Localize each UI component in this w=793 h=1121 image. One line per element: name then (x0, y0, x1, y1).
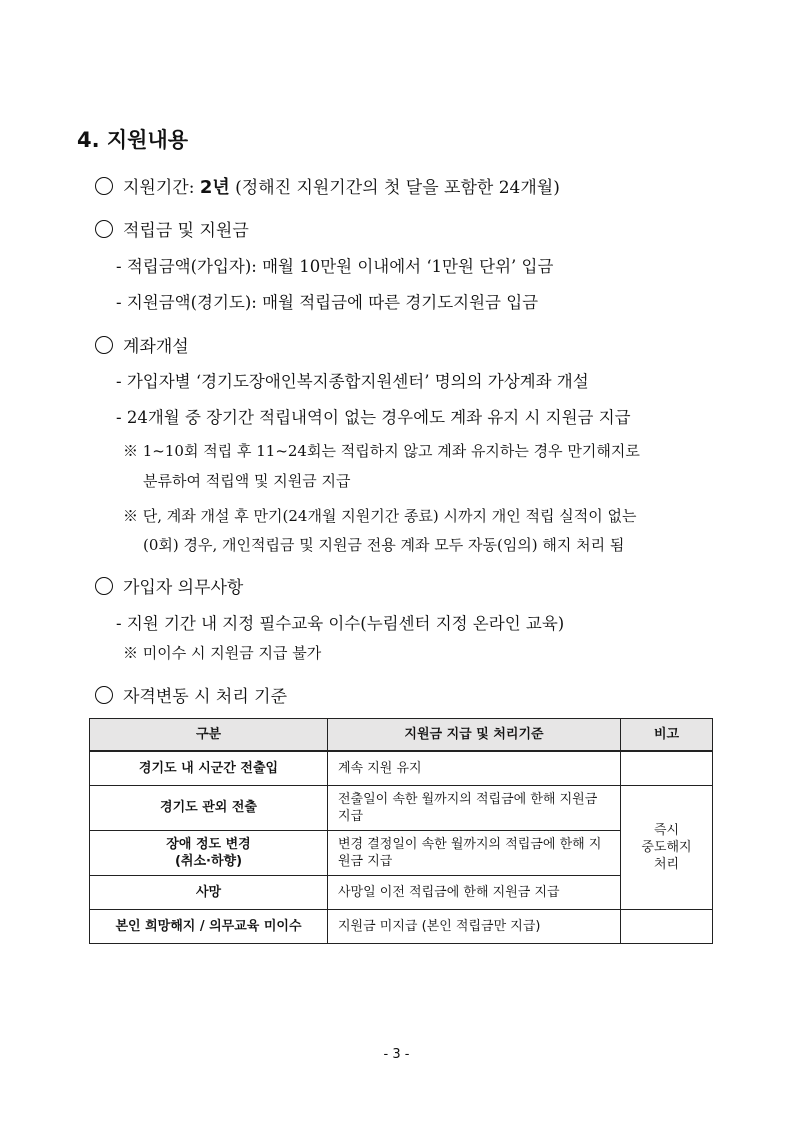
circle-bullet-icon (95, 220, 113, 238)
row-category-line: 장애 정도 변경 (166, 836, 251, 852)
circle-bullet-icon (95, 577, 113, 595)
period-label: 지원기간: (123, 178, 195, 198)
header-remark: 비고 (621, 719, 713, 752)
item-savings (95, 216, 249, 241)
account-line-1: - 가입자별 ‘경기도장애인복지종합지원센터’ 명의의 가상계좌 개설 (116, 372, 589, 391)
account-note-1-cont: 분류하여 적립액 및 지원금 지급 (143, 472, 351, 490)
merged-remark-line: 처리 (653, 856, 680, 872)
row-category: 사망 (90, 875, 328, 909)
table-row (90, 909, 713, 943)
period-note: (정해진 지원기간의 첫 달을 포함한 24개월) (235, 178, 560, 198)
merged-remark-line: 즉시 (653, 822, 680, 838)
table-row (90, 830, 713, 875)
account-label: 계좌개설 (123, 337, 189, 357)
row-category: 경기도 내 시군간 전출입 (90, 751, 328, 785)
account-line-2: - 24개월 중 장기간 적립내역이 없는 경우에도 계좌 유지 시 지원금 지급 (116, 408, 631, 427)
merged-remark (621, 785, 713, 909)
header-standard: 지원금 지급 및 처리기준 (328, 719, 621, 752)
duty-note: ※ 미이수 시 지원금 지급 불가 (123, 644, 322, 662)
page-number: - 3 - (383, 1047, 410, 1062)
account-note-1: ※ 1~10회 적립 후 11~24회는 적립하지 않고 계좌 유지하는 경우 만기해지로 (123, 442, 640, 460)
row-standard: 지원금 미지급 (본인 적립금만 지급) (328, 909, 621, 943)
duty-label: 가입자 의무사항 (123, 578, 244, 598)
duty-line: - 지원 기간 내 지정 필수교육 이수(누림센터 지정 온라인 교육) (116, 614, 565, 633)
account-note-2: ※ 단, 계좌 개설 후 만기(24개월 지원기간 종료) 시까지 개인 적립 실적이 없는 (123, 507, 637, 525)
circle-bullet-icon (95, 336, 113, 354)
row-category: 경기도 관외 전출 (90, 785, 328, 830)
row-standard: 변경 결정일이 속한 월까지의 적립금에 한해 지원금 지급 (328, 830, 621, 875)
row-category-line: (취소·하향) (174, 853, 243, 869)
row-standard: 전출일이 속한 월까지의 적립금에 한해 지원금 지급 (328, 785, 621, 830)
table-row (90, 875, 713, 909)
item-duty (95, 573, 243, 598)
savings-label: 적립금 및 지원금 (123, 221, 249, 241)
table-row (90, 785, 713, 830)
item-account (95, 332, 189, 357)
row-remark (621, 909, 713, 943)
status-label: 자격변동 시 처리 기준 (123, 687, 288, 707)
row-category: 본인 희망해지 / 의무교육 미이수 (90, 909, 328, 943)
savings-line-2: - 지원금액(경기도): 매월 적립금에 따른 경기도지원금 입금 (116, 293, 539, 312)
circle-bullet-icon (95, 177, 113, 195)
section-title: 4. 지원내용 (77, 128, 189, 152)
account-note-2-cont: (0회) 경우, 개인적립금 및 지원금 전용 계좌 모두 자동(임의) 해지 처리 됨 (143, 536, 625, 554)
table-row (90, 751, 713, 785)
header-category: 구분 (90, 719, 328, 752)
savings-line-1: - 적립금액(가입자): 매월 10만원 이내에서 ‘1만원 단위’ 입금 (116, 257, 554, 276)
status-change-table (89, 718, 713, 944)
row-remark (621, 751, 713, 785)
merged-remark-line: 중도해지 (641, 839, 692, 855)
circle-bullet-icon (95, 686, 113, 704)
table-header-row (90, 719, 713, 752)
item-period (95, 173, 560, 199)
row-standard: 사망일 이전 적립금에 한해 지원금 지급 (328, 875, 621, 909)
row-category (90, 830, 328, 875)
period-value: 2년 (199, 177, 230, 198)
row-standard: 계속 지원 유지 (328, 751, 621, 785)
item-status (95, 682, 287, 707)
